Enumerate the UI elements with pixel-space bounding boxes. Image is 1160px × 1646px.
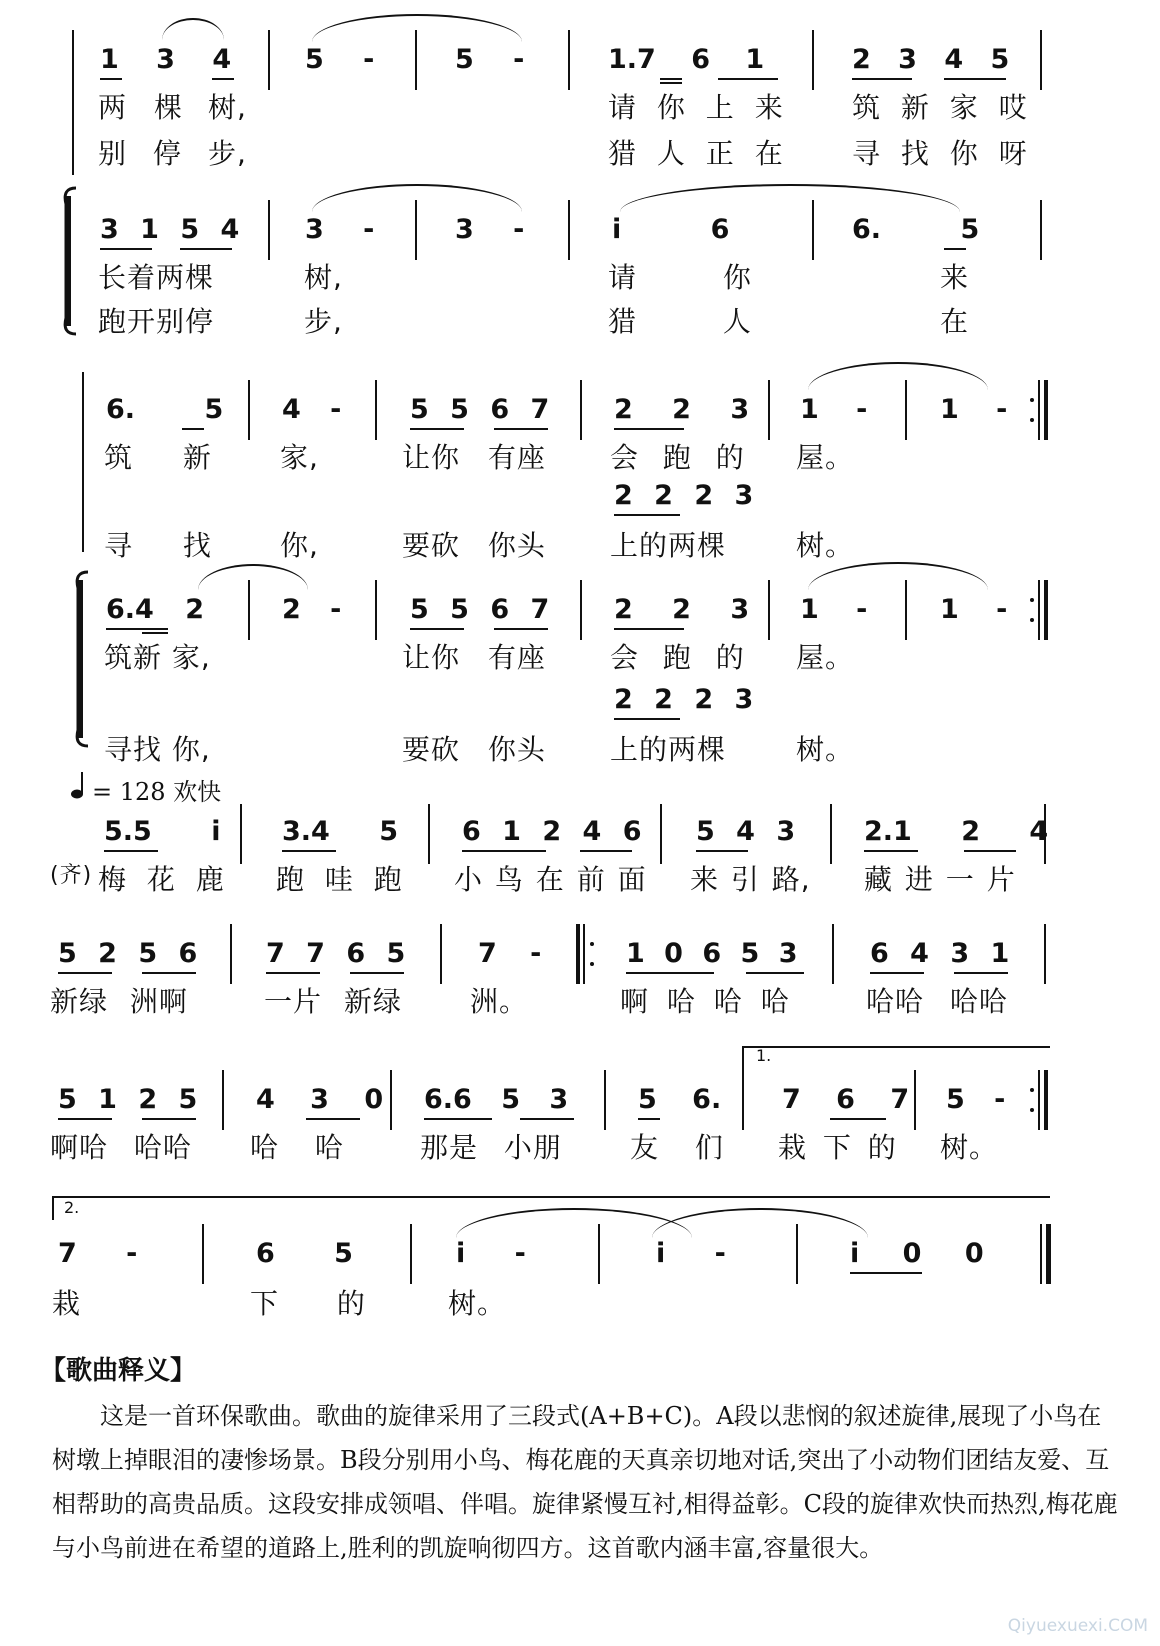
lyric: 来 引 路,: [690, 863, 811, 896]
barline: [410, 1224, 412, 1284]
barline: [390, 1070, 392, 1130]
barline: [580, 380, 582, 440]
slur: [620, 184, 960, 212]
lyric: 筑 新: [104, 441, 212, 474]
note-group: 5 5 6 7: [410, 394, 550, 425]
lyric: 梅 花 鹿: [98, 863, 225, 896]
lyric: 下 的: [250, 1287, 366, 1320]
barline: [375, 380, 377, 440]
note-group: 5 -: [455, 44, 525, 75]
lyric: 筑 新 家 哎: [852, 91, 1028, 124]
lyric: 你,: [280, 529, 319, 562]
barline: [428, 804, 430, 864]
barline: [1040, 1224, 1042, 1284]
lyric: 两: [98, 91, 128, 124]
lyric: 要砍 你头: [402, 733, 546, 766]
lyric: 啊哈 哈哈: [50, 1131, 192, 1164]
lyric: 树,: [304, 261, 343, 294]
note-group: 6 4 3 1: [870, 938, 1010, 969]
tie: [312, 14, 522, 42]
lyric: 棵: [154, 91, 184, 124]
note-group: 1 3 4: [100, 44, 232, 75]
lyric: 上的两棵: [610, 733, 727, 766]
repeat-end: [1044, 380, 1048, 440]
note-group: 4 -: [282, 394, 342, 425]
lyric: 栽 下 的: [778, 1131, 897, 1164]
note-group: 1 -: [940, 594, 1008, 625]
lyric: 让你 有座: [402, 441, 546, 474]
note-group: 2 3 4 5: [852, 44, 1010, 75]
lyric: 寻 找 你 呀: [852, 137, 1028, 170]
alt-notes: 2 2 2 3: [614, 684, 754, 715]
barline: [568, 200, 570, 260]
lyric: 那是 小朋: [420, 1131, 562, 1164]
lyric: 屋。: [796, 441, 855, 474]
barline: [580, 580, 582, 640]
barline: [375, 580, 377, 640]
note-group: 7 7 6 5: [266, 938, 406, 969]
barline: [268, 200, 270, 260]
volta-1-label: 1.: [756, 1046, 772, 1065]
note-group: i -: [456, 1238, 526, 1269]
note-group: 5.5 i: [104, 816, 221, 847]
note-group: 7 -: [478, 938, 542, 969]
lyric: 步,: [208, 137, 247, 170]
lyric: 猎 人: [608, 305, 752, 338]
barline: [202, 1224, 204, 1284]
lyric: 一片 新绿: [264, 985, 402, 1018]
note-group: 2 2 3: [614, 394, 750, 425]
song-description: 这是一首环保歌曲。歌曲的旋律采用了三段式(A+B+C)。A段以悲悯的叙述旋律,展现了小鸟在树墩上掉眼泪的凄惨场景。B段分别用小鸟、梅花鹿的天真亲切地对话,突出了小动物们团结友爱、互相帮助的高贵品质。这段安排成领唱、伴唱。旋律紧慢互衬,相得益彰。C段的旋律欢快而热烈,梅花鹿与小鸟前进在希望的道路上,胜利的凯旋响彻四方。这首歌内涵丰富,容量很大。: [52, 1402, 1118, 1562]
barline: [583, 924, 585, 984]
note-group: 2 2 3: [614, 594, 750, 625]
lyric: 新绿 洲啊: [50, 985, 188, 1018]
repeat-start: [576, 924, 580, 984]
repeat-end: [1044, 1070, 1048, 1130]
watermark: Qiyuexuexi.COM: [1007, 1616, 1148, 1636]
note-group: 3.4 5: [282, 816, 399, 847]
lyric: 小 鸟 在 前 面: [454, 863, 647, 896]
final-barline: [1046, 1224, 1051, 1284]
note-group: 1 -: [800, 394, 868, 425]
barline: [1040, 200, 1042, 260]
note-group: 5 4 3: [696, 816, 796, 847]
lyric: 跑 哇 跑: [276, 863, 403, 896]
lyric: 树。: [796, 529, 855, 562]
barline: [1038, 580, 1040, 640]
note-group: 5 -: [305, 44, 375, 75]
lyric: 请 你 上 来: [608, 91, 784, 124]
barline: [768, 580, 770, 640]
note-group: 1 0 6 5 3: [626, 938, 798, 969]
barline: [830, 804, 832, 864]
volta-2-label: 2.: [64, 1198, 80, 1217]
barline: [742, 1070, 744, 1130]
barline: [604, 1070, 606, 1130]
lyric: 猎 人 正 在: [608, 137, 784, 170]
note-group: 3 -: [305, 214, 375, 245]
lyric: 栽: [52, 1287, 82, 1320]
note-group: 5 -: [946, 1084, 1006, 1115]
system-line: [82, 372, 84, 552]
lyric: 哈哈 哈哈: [866, 985, 1008, 1018]
note-group: 1.7 6 1: [608, 44, 765, 75]
note-group: 7 6 7: [782, 1084, 910, 1115]
note-group: 6.4 2: [106, 594, 205, 625]
barline: [268, 30, 270, 90]
note-group: 3 -: [455, 214, 525, 245]
lyric: 树。: [796, 733, 855, 766]
barline: [240, 804, 242, 864]
bracket: [58, 186, 80, 336]
barline: [914, 1070, 916, 1130]
barline: [660, 804, 662, 864]
lyric: 啊 哈 哈 哈: [620, 985, 790, 1018]
lyric: 上的两棵: [610, 529, 727, 562]
barline: [568, 30, 570, 90]
note-group: 5 1 2 5: [58, 1084, 198, 1115]
lyric: 别 停: [98, 137, 182, 170]
note-group: 5 2 5 6: [58, 938, 198, 969]
lyric: 会 跑 的: [610, 441, 745, 474]
lyric: 筑新 家,: [104, 641, 211, 674]
tie: [808, 562, 988, 590]
tempo-mark: = 128 欢快: [92, 778, 222, 806]
lyric: 让你 有座: [402, 641, 546, 674]
barline: [812, 30, 814, 90]
tie: [198, 564, 308, 590]
note-group: 6.6 5 3: [424, 1084, 569, 1115]
barline: [222, 1070, 224, 1130]
barline: [1038, 380, 1040, 440]
note-group: 6 1 2 4 6: [462, 816, 642, 847]
barline: [440, 924, 442, 984]
lyric: 寻 找: [104, 529, 212, 562]
note-group: 1 -: [800, 594, 868, 625]
section-title: 【歌曲释义】: [40, 1356, 197, 1386]
barline: [768, 380, 770, 440]
lyric: 树。: [940, 1131, 999, 1164]
note-group: 5 6.: [638, 1084, 722, 1115]
barline: [1038, 1070, 1040, 1130]
repeat-end: [1044, 580, 1048, 640]
bracket: [70, 570, 92, 748]
note-group: i 6: [612, 214, 730, 245]
lyric: 树,: [208, 91, 247, 124]
unison-mark: (齐): [50, 863, 93, 888]
lyric: 请 你: [608, 261, 752, 294]
lyric: 会 跑 的: [610, 641, 745, 674]
lyric: 树。: [448, 1287, 507, 1320]
lyric: 屋。: [796, 641, 855, 674]
lyric: 步,: [304, 305, 343, 338]
lyric: 要砍 你头: [402, 529, 546, 562]
lyric: 家,: [280, 441, 319, 474]
barline: [1040, 30, 1042, 90]
barline: [248, 380, 250, 440]
note-group: 7 -: [58, 1238, 138, 1269]
note-group: 3 1 5 4: [100, 214, 240, 245]
quarter-note-icon: [70, 770, 90, 800]
note-group: 1 -: [940, 394, 1008, 425]
lyric: 在: [940, 305, 970, 338]
note-group: 6. 5: [106, 394, 224, 425]
note-group: 5 5 6 7: [410, 594, 550, 625]
lyric: 跑开别停: [98, 305, 215, 338]
note-group: 2.1 2 4: [864, 816, 1049, 847]
system-line: [72, 30, 74, 175]
note-group: 6 5: [256, 1238, 353, 1269]
barline: [230, 924, 232, 984]
note-group: 6. 5: [852, 214, 980, 245]
barline: [1044, 924, 1046, 984]
lyric: 藏 进 一 片: [864, 863, 1016, 896]
lyric: 长着两棵: [98, 261, 215, 294]
tie: [312, 184, 522, 212]
note-group: 2 -: [282, 594, 342, 625]
tie: [808, 362, 988, 390]
alt-notes: 2 2 2 3: [614, 480, 754, 511]
note-group: 4 3 0: [256, 1084, 384, 1115]
lyric: 洲。: [470, 985, 529, 1018]
lyric: 哈 哈: [250, 1131, 344, 1164]
note-group: i 0 0: [850, 1238, 984, 1269]
lyric: 来: [940, 261, 970, 294]
barline: [832, 924, 834, 984]
note-group: i -: [656, 1238, 726, 1269]
lyric: 寻找 你,: [104, 733, 211, 766]
lyric: 友 们: [630, 1131, 724, 1164]
volta-1: [742, 1046, 1050, 1070]
slur: [162, 18, 224, 40]
